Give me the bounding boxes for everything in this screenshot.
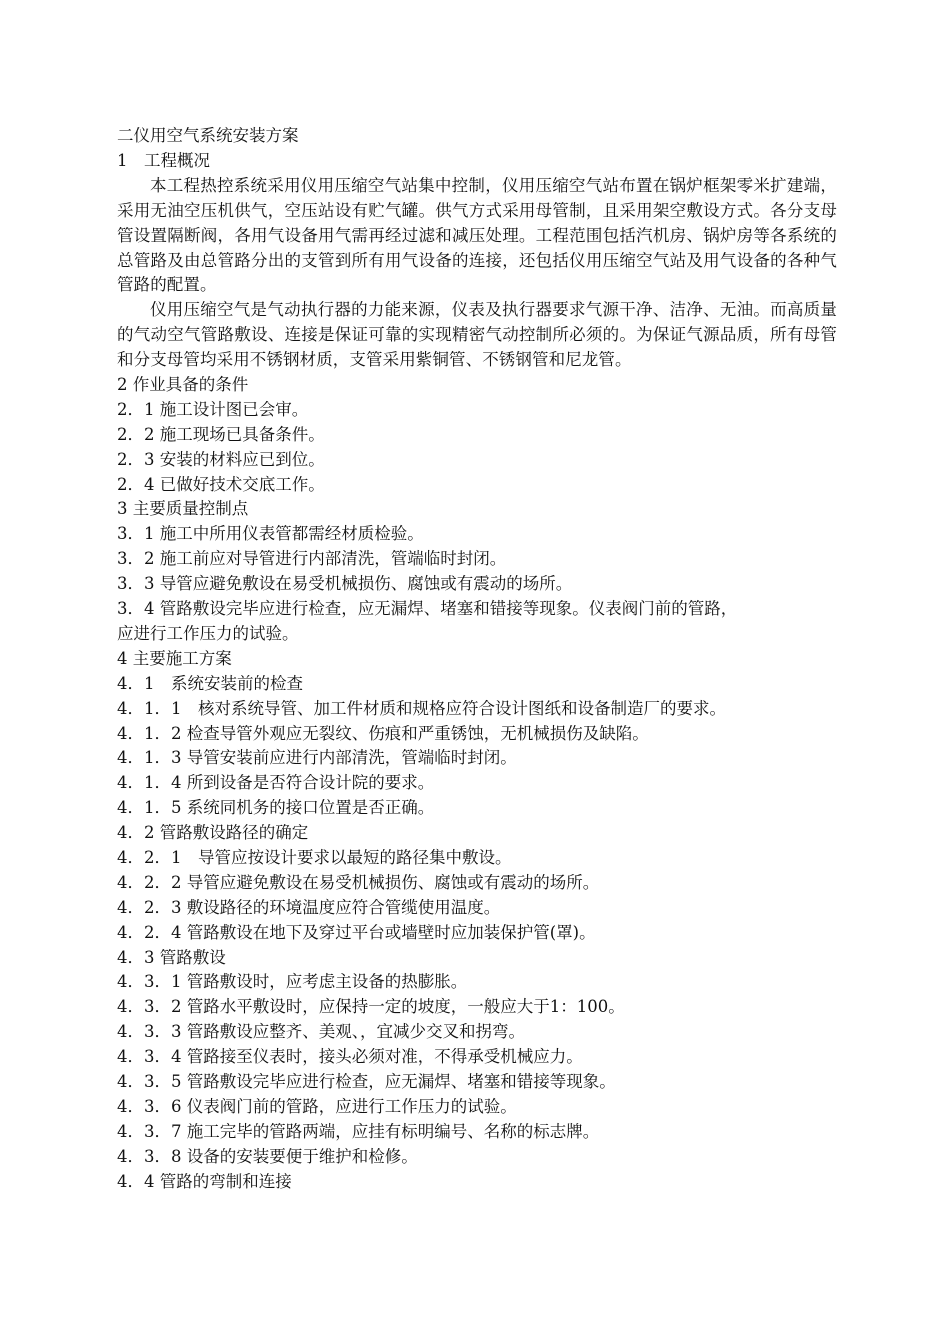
document-page <box>117 124 837 1194</box>
doc-line: 4．1．1 核对系统导管、加工件材质和规格应符合设计图纸和设备制造厂的要求。 <box>117 698 726 718</box>
doc-line: 3．2 施工前应对导管进行内部清洗，管端临时封闭。 <box>117 549 507 569</box>
doc-line: 4．3 管路敷设 <box>117 947 226 967</box>
doc-line: 4．3．4 管路接至仪表时，接头必须对准，不得承受机械应力。 <box>117 1047 583 1067</box>
doc-line: 4．1．2 检查导管外观应无裂纹、伤痕和严重锈蚀，无机械损伤及缺陷。 <box>117 723 649 743</box>
doc-line: 2．1 施工设计图已会审。 <box>117 399 309 419</box>
section-1-paragraph-1: 本工程热控系统采用仪用压缩空气站集中控制，仪用压缩空气站布置在锅炉框架零米扩建端，采用无油空压机供气，空压站设有贮气罐。供气方式采用母管制，且采用架空敷设方式。各分支母管设置隔断阀，各用气设备用气需再经过滤和减压处理。工程范围包括汽机房、锅炉房等各系统的总管路及由总管路分出的支管到所有用气设备的连接，还包括仪用压缩空气站及用气设备的各种气管路的配置。 <box>117 175 837 295</box>
doc-line: 4．1．5 系统同机务的接口位置是否正确。 <box>117 798 435 818</box>
doc-line: 4．3．8 设备的安装要便于维护和检修。 <box>117 1146 418 1166</box>
doc-line: 2．2 施工现场已具备条件。 <box>117 424 325 444</box>
doc-line: 4．3．6 仪表阀门前的管路，应进行工作压力的试验。 <box>117 1096 517 1116</box>
doc-line: 4．3．7 施工完毕的管路两端，应挂有标明编号、名称的标志牌。 <box>117 1121 600 1141</box>
doc-line: 3．4 管路敷设完毕应进行检查，应无漏焊、堵塞和错接等现象。仪表阀门前的管路， <box>117 599 738 619</box>
doc-line: 4．1．4 所到设备是否符合设计院的要求。 <box>117 773 435 793</box>
doc-line: 4．2．3 敷设路径的环境温度应符合管缆使用温度。 <box>117 897 501 917</box>
doc-line: 4．2．4 管路敷设在地下及穿过平台或墙壁时应加装保护管(罩)。 <box>117 922 596 942</box>
doc-line: 4．3．2 管路水平敷设时，应保持一定的坡度，一般应大于1：100。 <box>117 997 625 1017</box>
doc-line: 4．3．1 管路敷设时，应考虑主设备的热膨胀。 <box>117 972 468 992</box>
doc-line: 4．1．3 导管安装前应进行内部清洗，管端临时封闭。 <box>117 748 517 768</box>
doc-line: 2 作业具备的条件 <box>117 375 249 395</box>
doc-line: 4．1 系统安装前的检查 <box>117 673 303 693</box>
doc-line: 应进行工作压力的试验。 <box>117 623 299 643</box>
document-title: 二仪用空气系统安装方案 <box>117 126 299 145</box>
doc-line: 3．1 施工中所用仪表管都需经材质检验。 <box>117 524 424 544</box>
doc-line: 4 主要施工方案 <box>117 648 232 668</box>
doc-line: 4．3．5 管路敷设完毕应进行检查，应无漏焊、堵塞和错接等现象。 <box>117 1071 616 1091</box>
doc-line: 4．2．2 导管应避免敷设在易受机械损伤、腐蚀或有震动的场所。 <box>117 872 600 892</box>
doc-line: 4．4 管路的弯制和连接 <box>117 1171 292 1191</box>
doc-line: 4．2 管路敷设路径的确定 <box>117 823 309 843</box>
doc-line: 4．3．3 管路敷设应整齐、美观、，宜减少交叉和拐弯。 <box>117 1022 525 1042</box>
section-heading-1: 1 工程概况 <box>117 150 210 170</box>
doc-line: 2．4 已做好技术交底工作。 <box>117 474 325 494</box>
section-1-paragraph-2: 仪用压缩空气是气动执行器的力能来源，仪表及执行器要求气源干净、洁净、无油。而高质量的气动空气管路敷设、连接是保证可靠的实现精密气动控制所必须的。为保证气源品质，所有母管和分支母管均采用不锈钢材质，支管采用紫铜管、不锈钢管和尼龙管。 <box>117 300 837 370</box>
doc-line: 3．3 导管应避免敷设在易受机械损伤、腐蚀或有震动的场所。 <box>117 574 573 594</box>
doc-line: 3 主要质量控制点 <box>117 499 249 519</box>
doc-line: 2．3 安装的材料应已到位。 <box>117 449 325 469</box>
doc-line: 4．2．1 导管应按设计要求以最短的路径集中敷设。 <box>117 847 512 867</box>
